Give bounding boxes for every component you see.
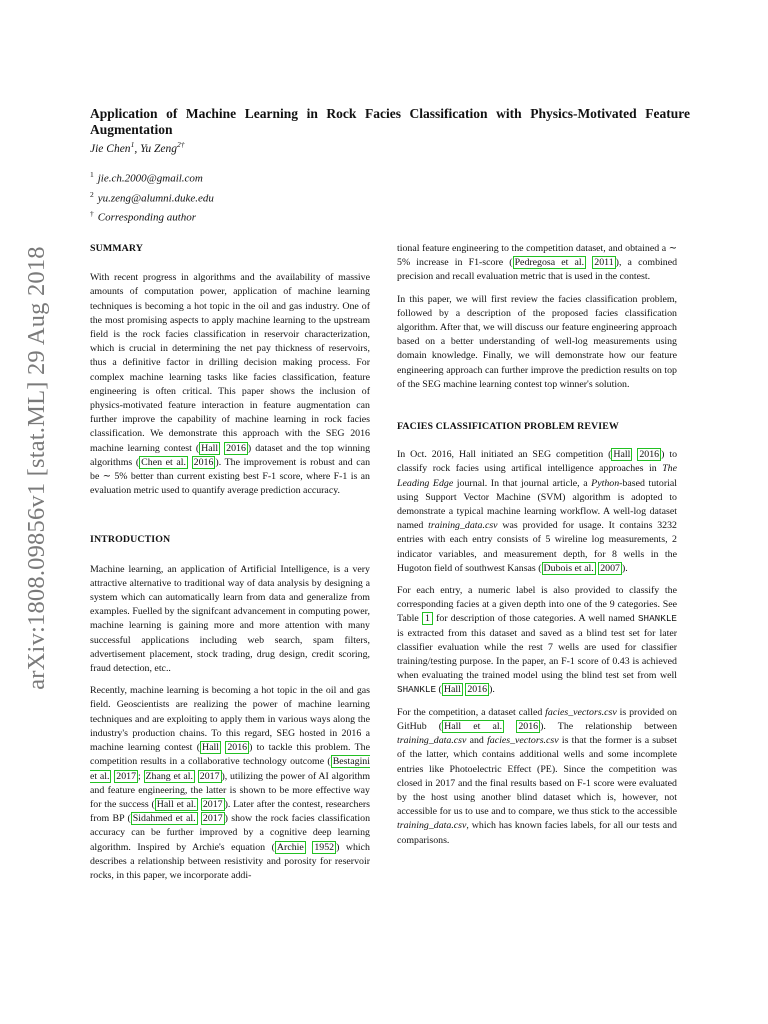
affiliation-mark: 2 (90, 189, 94, 199)
left-column (90, 242, 370, 891)
table-reference-link[interactable]: 1 (422, 612, 433, 625)
email-link[interactable]: yu.zeng@alumni.duke.edu (97, 192, 214, 205)
author-name: Yu Zeng (140, 142, 178, 155)
citation-link[interactable]: 2011 (594, 257, 614, 269)
body-paragraph: In this paper, we will first review the facies classification problem, followed by a description of the proposed facies classification algorithm. After that, we will discuss our feature engineering approach based on a better understanding of well-log measurements using domain knowledge. Finally, we will demonstrate how our feature engineering approach can further improve the prediction results on top of the SEG machine learning contest top winner's solution. (397, 293, 677, 390)
right-column (397, 242, 677, 856)
affiliation-line (90, 187, 214, 207)
intro-paragraph: Machine learning, an application of Artificial Intelligence, is a very attractive alternative to traditional way of data analysis by designing a system which can automatically learn from data and generalize from examples. Fuelled by the signifcant advancement in computing power, machine learning is gaining more and more attention with many successful applications including web search, spam filters, advertisement placement, stock trading, drug design, credit scoring, fraud detection, etc.. (90, 563, 370, 675)
citation-link[interactable]: 2016 (639, 449, 660, 461)
author-list (90, 140, 185, 155)
review-paragraph: In Oct. 2016, Hall initiated an SEG competition ( Hall 2016 ) to classify rock facies using artifical intelligence approaches in The Leading Edge journal. In that journal article, a Python-based tutorial using Support Vector Machine (SVM) algorithm is adopted to demonstrate a typical machine learning workflow. A well-log dataset named training_data.csv was provided for usage. It contains 3232 entries with each entry consists of 5 wireline log measurements, 2 indicator variables, and measurement depth, for 8 wells in the Hugoton field of southwest Kansas ( Dubois et al. 2007 ). (397, 449, 678, 574)
citation-link[interactable]: 2016 (467, 684, 488, 696)
affiliation-mark: † (90, 209, 94, 219)
affiliation-line (90, 206, 214, 226)
citation-link[interactable]: Chen et al. (141, 456, 187, 468)
citation-link[interactable]: 2017 (199, 770, 220, 782)
citation-link[interactable]: 2017 (202, 813, 223, 825)
affiliations (90, 167, 214, 226)
review-paragraph: For each entry, a numeric label is also provided to classify the corresponding facies at a given depth into one of the 9 categories. See Table 1 for description of those categories. A well named SHANKLE is extracted from this dataset and saved as a blind test set for later classifier evaluation while the rest 7 wells are used for classifier training/testing purpose. In the paper, an F-1 score of 0.43 is achieved when evaluating the trained model using the blind test set from well SHANKLE ( Hall 2016 ). (397, 585, 677, 696)
citation-link[interactable]: 2017 (116, 770, 136, 782)
author-separator: , (134, 142, 141, 155)
corresponding-author-note: Corresponding author (97, 211, 197, 224)
author-mark: 2† (177, 140, 185, 149)
citation-link[interactable]: Hall (613, 449, 631, 461)
citation-link[interactable]: Hall (201, 442, 219, 454)
citation-link[interactable]: 2017 (202, 798, 223, 810)
citation-link[interactable]: 2016 (193, 456, 214, 468)
citation-link[interactable]: Pedregosa et al. (514, 257, 585, 269)
body-paragraph: tional feature engineering to the competition dataset, and obtained a ∼ 5% increase in F1-score ( Pedregosa et al. 2011 ), a combined precision and recall evaluation metric that is used in the contest. (397, 243, 678, 283)
section-heading-review: FACIES CLASSIFICATION PROBLEM REVIEW (397, 421, 619, 433)
citation-link[interactable]: 2007 (600, 562, 620, 574)
citation-link[interactable]: Hall et al. (444, 720, 503, 732)
citation-link[interactable]: Hall (443, 684, 461, 696)
citation-link[interactable]: Bestagini et al. (90, 756, 370, 782)
citation-link[interactable]: 2016 (226, 442, 246, 454)
author-name: Jie Chen (90, 142, 131, 155)
citation-link[interactable]: Dubois et al. (543, 562, 594, 574)
citation-link[interactable]: 2016 (518, 720, 539, 732)
citation-link[interactable]: 2016 (227, 742, 248, 754)
citation-link[interactable]: Zhang et al. (145, 770, 193, 782)
citation-link[interactable]: 1952 (314, 841, 335, 853)
citation-link[interactable]: Sidahmed et al. (132, 813, 196, 825)
citation-link[interactable]: Archie (276, 841, 304, 853)
citation-link[interactable]: Hall (202, 742, 220, 754)
arxiv-identifier-text: arXiv:1808.09856v1 [stat.ML] 29 Aug 2018 (23, 246, 50, 690)
arxiv-identifier-stamp (22, 246, 52, 690)
email-link[interactable]: jie.ch.2000@gmail.com (97, 172, 203, 185)
review-paragraph: For the competition, a dataset called facies_vectors.csv is provided on GitHub ( Hall et al. 2016 ). The relationship between training_data.csv and facies_vectors.csv is that the former is a subset of the latter, which contains additional wells and some incomplete entries like Photoelectric Effect (PE). Since the competition was closed in 2017 and the final results based on F-1 score were evaluated by the host using another blind dataset which is, however, not accessible for us to use and to compare, we thus stick to the accessible training_data.csv, which has known facies labels, for all our tests and comparisons. (397, 706, 678, 846)
section-heading-introduction: INTRODUCTION (90, 534, 171, 546)
paper-title: Application of Machine Learning in Rock Facies Classification with Physics-Motivated Feature Augmentation (90, 106, 690, 137)
affiliation-mark: 1 (90, 170, 94, 179)
citation-link[interactable]: Hall et al. (156, 798, 197, 810)
section-heading-summary: SUMMARY (90, 243, 144, 254)
author-mark: 1 (130, 140, 135, 149)
affiliation-line (90, 167, 214, 187)
intro-paragraph: Recently, machine learning is becoming a hot topic in the oil and gas field. Geoscientists are realizing the power of machine learning techniques and are exploiting to apply them in various ways along the industry's production chains. To this regard, SEG hosted in 2016 a machine learning contest ( Hall 2016 ) to tackle this problem. The competition results in a collaborative technology outcome ( Bestagini et al. 2017 ; Zhang et al. 2017 ), utilizing the power of AI algorithm and feature engineering, the latter is shown to be more effective way for the success ( Hall et al. 2017 ). Later after the contest, researchers from BP ( Sidahmed et al. 2017 ) show the rock facies classification accuracy can be further improved by a cognitive deep learning algorithm. Inspired by Archie's equation ( Archie 1952 ) which describes a relationship between resistivity and porosity for reservoir rocks, in this paper, we incorporate addi- (90, 685, 371, 881)
summary-paragraph: With recent progress in algorithms and the availability of massive amounts of computation power, application of machine learning techniques is becoming a hot topic in the oil and gas industry. One of the most promising aspects to apply machine learning to the upstream field is the rock facies classification in reservoir characterization, which is crucial in determining the net pay thickness of reservoirs, thus a definitive factor in drilling decision making process. For complex machine learning tasks like facies classification, feature engineering is often critical. This paper shows the inclusion of physics-motivated feature interaction in feature augmentation can further improve the capability of machine learning in rock facies classification. We demonstrate this approach with the SEG 2016 machine learning contest ( Hall 2016 ) dataset and the top winning algorithms ( Chen et al. 2016 ). The improvement is robust and can be ∼ 5% better than current existing best F-1 score, where F-1 is an evaluation metric used to quantify average prediction accuracy. (90, 272, 371, 497)
